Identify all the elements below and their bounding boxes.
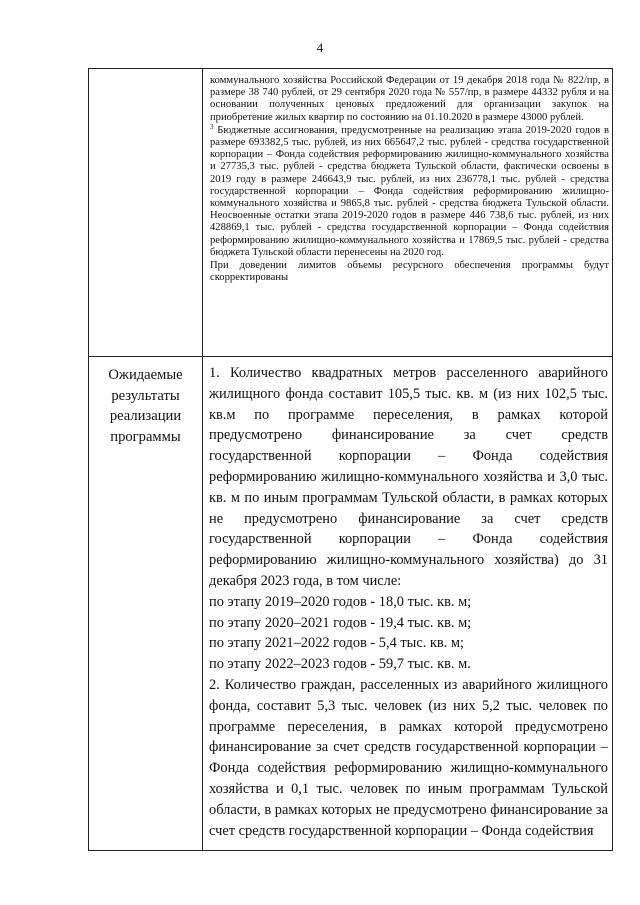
footnote-mark: 3 bbox=[210, 122, 214, 131]
stage-line: по этапу 2020–2021 годов - 19,4 тыс. кв. м; bbox=[209, 614, 472, 631]
footnote-3-text: Бюджетные ассигнования, предусмотренные на реализацию этапа 2019-2020 годов в размере 693382,5 тыс. рублей, из них 665647,2 тыс. рублей - средства государственной корпорации – Фонда содействия реформированию жилищно-коммунального хозяйства и 27735,3 тыс. рублей - средства бюджета Тульской области, фактически освоены в 2019 году в размере 246643,9 тыс. рублей, из них 236778,1 тыс. рублей - средства государственной корпорации – Фонда содействия реформированию жилищно-коммунального хозяйства и 9865,8 тыс. рублей - средства бюджета Тульской области. Неосвоенные остатки этапа 2019-2020 годов в размере 446 738,6 тыс. рублей, из них 428869,1 тыс. рублей - средства государственной корпорации – Фонда содействия реформированию жилищно-коммунального хозяйства и 17869,5 тыс. рублей - средства бюджета Тульской области перенесены на 2020 год. bbox=[210, 124, 609, 258]
program-passport-table bbox=[88, 68, 613, 851]
result-item-1: 1. Количество квадратных метров расселенного аварийного жилищного фонда составит 105,5 тыс. кв. м (из них 102,5 тыс. кв.м по программе переселения, в рамках которой предусмотрено финансирование за счет средств государственной корпорации – Фонда содействия реформированию жилищно-коммунального хозяйства и 3,0 тыс. кв. м по иным программам Тульской области, в рамках которых не предусмотрено финансирование за счет средств государственной корпорации – Фонда содействия реформированию жилищно-коммунального хозяйства) до 31 декабря 2023 года, в том числе: bbox=[209, 365, 608, 589]
funding-label-cell bbox=[89, 69, 203, 357]
result-item-2: 2. Количество граждан, расселенных из аварийного жилищного фонда, составит 5,3 тыс. человек (из них 5,2 тыс. человек по программе переселения, в рамках которой предусмотрено финансирование за счет средств государственной корпорации – Фонда содействия реформированию жилищно-коммунального хозяйства и 0,1 тыс. человек по иным программам Тульской области, в рамках которых не предусмотрено финансирование за счет средств государственной корпорации – Фонда содействия bbox=[209, 676, 608, 839]
footnote-3 bbox=[210, 122, 609, 259]
closing-note: При доведении лимитов объемы ресурсного обеспечения программы будут скорректированы bbox=[210, 260, 609, 284]
stage-line: по этапу 2022–2023 годов - 59,7 тыс. кв. м. bbox=[209, 656, 471, 673]
results-content-cell bbox=[203, 357, 613, 851]
funding-row bbox=[89, 69, 613, 357]
results-label-cell bbox=[89, 357, 203, 851]
page-number: 4 bbox=[316, 40, 324, 55]
results-row bbox=[89, 357, 613, 851]
funding-intro-text: коммунального хозяйства Российской Федерации от 19 декабря 2018 года № 822/пр, в размере 38 740 рублей, от 29 сентября 2020 года № 557/пр, в размере 44332 рубля и на основании полученных ценовых предложений для организации закупок на приобретение жилых квартир по состоянию на 01.10.2020 в размере 43000 рублей. bbox=[210, 75, 609, 123]
stage-line: по этапу 2019–2020 годов - 18,0 тыс. кв. м; bbox=[209, 593, 472, 610]
stage-line: по этапу 2021–2022 годов - 5,4 тыс. кв. м; bbox=[209, 635, 465, 652]
funding-footnote-cell bbox=[203, 69, 613, 357]
results-label: Ожидаемые результаты реализации программы bbox=[108, 367, 183, 445]
